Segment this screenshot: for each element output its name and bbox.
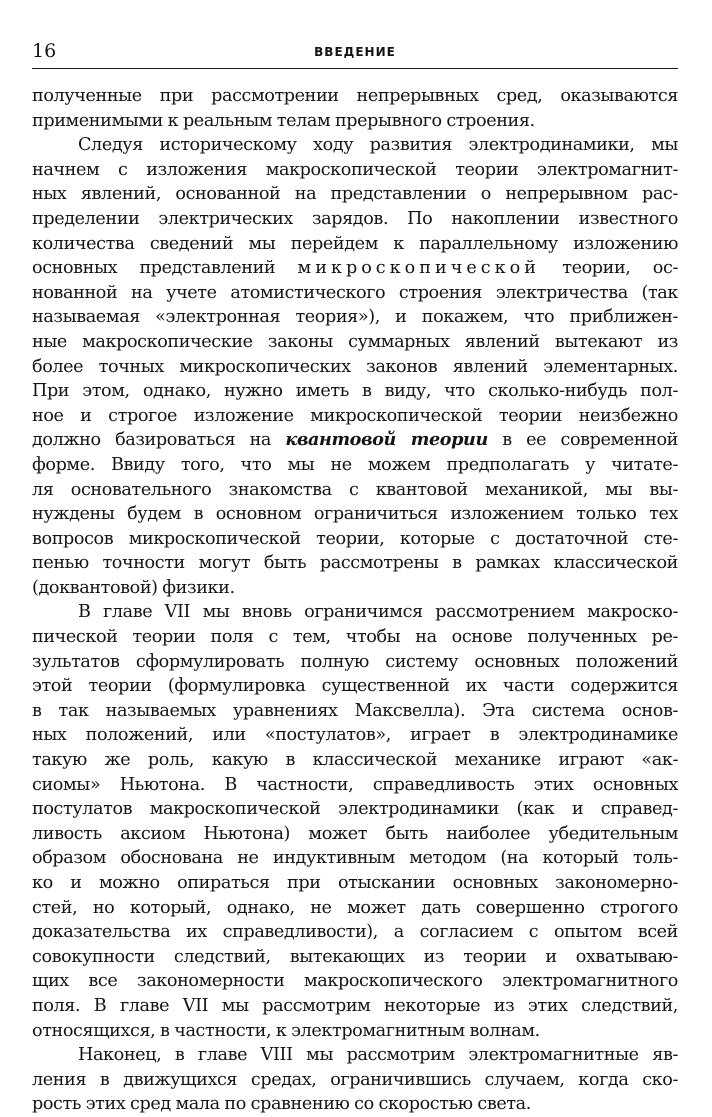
text-line: В главе VII мы вновь ограничимся рассмотрением макроско- bbox=[78, 602, 678, 623]
paragraph bbox=[32, 133, 678, 600]
page-header bbox=[32, 38, 678, 69]
text-line: более точных микроскопических законов явлений элементарных. bbox=[32, 356, 678, 377]
text-line: начнем с изложения макроскопической теории электромагнит- bbox=[32, 159, 678, 180]
running-head: ВВЕДЕНИЕ bbox=[314, 45, 396, 59]
text-line: При этом, однако, нужно иметь в виду, что сколько-нибудь пол- bbox=[32, 381, 678, 402]
text-line: образом обоснована не индуктивным методом (на который толь- bbox=[32, 848, 678, 869]
text-line: ля основательного знакомства с квантовой механикой, мы вы- bbox=[32, 479, 678, 500]
text-line: щих все закономерности макроскопического электромагнитного bbox=[32, 971, 678, 992]
text-line: сиомы» Ньютона. В частности, справедливость этих основных bbox=[32, 774, 678, 795]
text-line: называемая «электронная теория»), и покажем, что приближен- bbox=[32, 307, 678, 328]
text-line bbox=[32, 428, 678, 453]
text-line: зультатов сформулировать полную систему основных положений bbox=[32, 651, 678, 672]
text-line: ное и строгое изложение микроскопической теории неизбежно bbox=[32, 405, 678, 426]
text-segment: должно базироваться на bbox=[32, 430, 286, 451]
text-line: пределении электрических зарядов. По накоплении известного bbox=[32, 208, 678, 229]
text-line: рость этих сред мала по сравнению со скоростью света. bbox=[32, 1094, 531, 1115]
text-line: ления в движущихся средах, ограничившись случаем, когда ско- bbox=[32, 1069, 678, 1090]
text-line: количества сведений мы перейдем к параллельному изложению bbox=[32, 233, 678, 254]
text-line: относящихся, в частности, к электромагнитным волнам. bbox=[32, 1020, 540, 1041]
text-line: постулатов макроскопической электродинамики (как и справед- bbox=[32, 799, 678, 820]
text-line: такую же роль, какую в классической механике играют «ак- bbox=[32, 750, 678, 771]
text-line: пической теории поля с тем, чтобы на основе полученных ре- bbox=[32, 627, 678, 648]
text-line: вопросов микроскопической теории, которые с достаточной сте- bbox=[32, 528, 678, 549]
text-line: совокупности следствий, вытекающих из теории и охватываю- bbox=[32, 946, 678, 967]
text-line: доказательства их справедливости), а согласием с опытом всей bbox=[32, 922, 678, 943]
body-text bbox=[32, 84, 678, 1117]
text-segment: основных представлений bbox=[32, 258, 298, 279]
text-line: ные макроскопические законы суммарных явлений вытекают из bbox=[32, 331, 678, 352]
text-line: поля. В главе VII мы рассмотрим некоторые из этих следствий, bbox=[32, 995, 678, 1016]
text-line: ко и можно опираться при отыскании основных закономерно- bbox=[32, 873, 678, 893]
text-segment: теории, ос- bbox=[539, 258, 678, 279]
text-line: Следуя историческому ходу развития электродинамики, мы bbox=[78, 135, 678, 156]
text-line: (доквантовой) физики. bbox=[32, 577, 235, 598]
text-segment: в ее современной bbox=[487, 430, 678, 451]
text-line: в так называемых уравнениях Максвелла). Эта система основ- bbox=[32, 700, 678, 721]
text-line: пенью точности могут быть рассмотрены в рамках классической bbox=[32, 553, 678, 574]
text-line: полученные при рассмотрении непрерывных сред, оказываются bbox=[32, 86, 678, 106]
text-line: форме. Ввиду того, что мы не можем предполагать у читате- bbox=[32, 454, 678, 475]
page-number: 16 bbox=[32, 40, 57, 62]
spaced-emphasis: микроскопической bbox=[297, 258, 540, 279]
text-line: ливость аксиом Ньютона) может быть наиболее убедительным bbox=[32, 823, 678, 844]
paragraph bbox=[32, 600, 678, 1043]
text-line bbox=[32, 256, 678, 281]
text-line: ных явлений, основанной на представлении о непрерывном рас- bbox=[32, 184, 678, 205]
text-line: ных положений, или «постулатов», играет в электродинамике bbox=[32, 725, 678, 746]
text-line: нуждены будем в основном ограничиться изложением только тех bbox=[32, 504, 678, 525]
text-line: Наконец, в главе VIII мы рассмотрим электромагнитные яв- bbox=[78, 1045, 678, 1066]
paragraph bbox=[32, 84, 678, 133]
text-line: нованной на учете атомистического строения электричества (так bbox=[32, 282, 678, 303]
text-line: применимыми к реальным телам прерывного строения. bbox=[32, 110, 535, 131]
text-line: стей, но который, однако, не может дать совершенно строгого bbox=[32, 897, 678, 918]
text-line: этой теории (формулировка существенной их части содержится bbox=[32, 676, 678, 697]
italic-emphasis: квантовой теории bbox=[285, 429, 488, 451]
paragraph bbox=[32, 1043, 678, 1117]
